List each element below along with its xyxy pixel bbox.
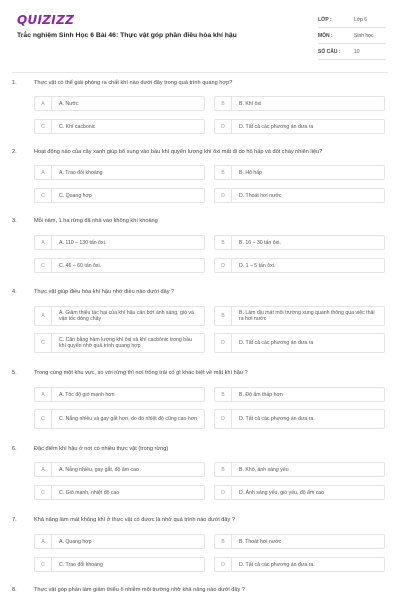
option-c[interactable] xyxy=(34,258,205,273)
option-letter: B xyxy=(215,166,232,179)
option-letter: C xyxy=(35,410,52,428)
option-a[interactable] xyxy=(34,96,205,111)
option-letter: C xyxy=(35,120,52,133)
option-letter: B xyxy=(215,535,232,548)
option-letter: A xyxy=(35,236,52,249)
option-text: D. Tất cả các phương án đưa ra. xyxy=(239,561,315,568)
option-text: C. Quang hợp xyxy=(59,192,92,199)
question-number: 6. xyxy=(12,446,17,452)
option-letter: C xyxy=(35,558,52,571)
option-text: B. Hô hấp xyxy=(239,169,263,176)
option-d[interactable] xyxy=(214,333,385,353)
question-text: Khả năng làm mát không khí ở thực vật có được là nhờ quá trình nào dưới đây ? xyxy=(34,517,235,523)
worksheet-title: Trắc nghiệm Sinh Học 6 Bài 46: Thực vật góp phần điều hòa khí hậu xyxy=(17,32,237,39)
option-b[interactable] xyxy=(214,235,385,250)
option-text: C. Trao đổi khoáng xyxy=(59,561,103,568)
option-letter: A xyxy=(35,388,52,401)
option-letter: B xyxy=(215,388,232,401)
option-a[interactable] xyxy=(34,462,205,477)
option-d[interactable] xyxy=(214,557,385,572)
option-d[interactable] xyxy=(214,409,385,429)
option-letter: A xyxy=(35,535,52,548)
option-text: B. Khô, ánh sáng yếu xyxy=(239,466,289,473)
option-letter: C xyxy=(35,334,52,352)
question-number: 1. xyxy=(12,80,17,86)
option-letter: B xyxy=(215,97,232,110)
question-text: Trong cùng một khu vực, so với rừng thì nơi trống trải có gì khác biệt về mặt khí hậu ? xyxy=(34,370,248,376)
option-text: C. Khí cacbonic xyxy=(59,123,96,130)
option-c[interactable] xyxy=(34,409,205,429)
option-text: D. Tất cả các phương án đưa ra xyxy=(239,123,314,130)
option-text: B. 16 – 30 tấn ôxi. xyxy=(239,239,281,246)
option-letter: D xyxy=(215,189,232,202)
question-text: Thực vật góp phần làm giảm thiểu ô nhiễm môi trường nhờ khả năng nào dưới đây ? xyxy=(34,587,245,593)
option-letter: D xyxy=(215,410,232,428)
option-b[interactable] xyxy=(214,96,385,111)
question-text: Đặc điểm khí hậu ở nơi có nhiều thực vật (trong rừng) xyxy=(34,446,169,452)
option-d[interactable] xyxy=(214,258,385,273)
option-text: D. Ánh sáng yếu, gió yếu, độ ẩm cao xyxy=(239,489,325,496)
option-letter: D xyxy=(215,334,232,352)
question-text: Thực vật có thể giải phóng ra chất khí nào dưới đây trong quá trình quang hợp? xyxy=(34,80,233,86)
option-c[interactable] xyxy=(34,557,205,572)
option-b[interactable] xyxy=(214,387,385,402)
option-letter: A xyxy=(35,463,52,476)
option-text: A. Quang hợp xyxy=(59,538,92,545)
option-letter: B xyxy=(215,307,232,325)
meta-value: Lớp 6 xyxy=(354,16,368,23)
option-letter: C xyxy=(35,189,52,202)
option-b[interactable] xyxy=(214,165,385,180)
option-text: D. Thoát hơi nước xyxy=(239,192,282,199)
option-b[interactable] xyxy=(214,534,385,549)
option-text: B. Thoát hơi nước xyxy=(239,538,282,545)
option-text: C. 46 – 60 tấn ôxi. xyxy=(59,262,102,269)
meta-key: MÔN : xyxy=(318,32,333,39)
option-text: A. Nước xyxy=(59,100,79,107)
option-b[interactable] xyxy=(214,306,385,326)
option-text: D. Tất cả các phương án đưa ra xyxy=(239,339,314,346)
option-text: D. Tất cả các phương án đưa ra xyxy=(239,415,314,422)
question-number: 5. xyxy=(12,370,17,376)
option-d[interactable] xyxy=(214,485,385,500)
option-a[interactable] xyxy=(34,235,205,250)
option-a[interactable] xyxy=(34,534,205,549)
option-text: A. Giảm thiểu tác hại của khí hậu cản bớt ánh sáng, gió và vận tốc dòng chảy xyxy=(59,309,194,322)
quizizz-logo: QUIZIZZ xyxy=(17,13,75,27)
question-number: 8. xyxy=(12,587,17,593)
question-text: Hoạt động nào của cây xanh giúp bổ sung vào bầu khí quyển lượng khí ôxi mất đi do hô hấp và đốt cháy nhiên liệu? xyxy=(34,149,323,155)
option-c[interactable] xyxy=(34,119,205,134)
option-text: A. 110 – 130 tấn ôxi. xyxy=(59,239,107,246)
option-c[interactable] xyxy=(34,485,205,500)
option-d[interactable] xyxy=(214,188,385,203)
option-text: C. Gió mạnh, nhiệt độ cao xyxy=(59,489,120,496)
option-a[interactable] xyxy=(34,387,205,402)
option-letter: A xyxy=(35,97,52,110)
question-number: 4. xyxy=(12,289,17,295)
option-text: C. Nắng nhiều và gay gắt hơn, do đó nhiệt độ cũng cao hơn xyxy=(59,415,198,422)
option-letter: D xyxy=(215,486,232,499)
option-letter: A xyxy=(35,307,52,325)
option-letter: C xyxy=(35,259,52,272)
option-text: B. Độ ẩm thấp hơn xyxy=(239,391,283,398)
option-text: A. Trao đổi khoáng xyxy=(59,169,103,176)
option-text: B. Làm dịu mát môi trường xung quanh thông qua việc thải ra hơi nước xyxy=(239,309,375,322)
option-text: A. Nắng nhiều, gay gắt, độ ẩm cao xyxy=(59,466,139,473)
question-text: Mỗi năm, 1 ha rừng đã nhả vào không khí khoảng xyxy=(34,218,158,224)
question-number: 2. xyxy=(12,149,17,155)
question-number: 7. xyxy=(12,517,17,523)
option-a[interactable] xyxy=(34,165,205,180)
option-letter: A xyxy=(35,166,52,179)
meta-value: 10 xyxy=(354,48,360,55)
option-text: B. Khí ôxi xyxy=(239,100,262,107)
option-letter: B xyxy=(215,463,232,476)
question-text: Thực vật giúp điều hòa khí hậu nhờ điều nào dưới đây ? xyxy=(34,289,175,295)
option-a[interactable] xyxy=(34,306,205,326)
option-letter: D xyxy=(215,259,232,272)
option-letter: B xyxy=(215,236,232,249)
option-text: A. Tốc độ gió mạnh hơn xyxy=(59,391,115,398)
meta-key: SỐ CÂU : xyxy=(318,48,341,55)
option-letter: D xyxy=(215,558,232,571)
meta-value: Sinh học xyxy=(354,32,374,39)
option-c[interactable] xyxy=(34,333,205,353)
question-number: 3. xyxy=(12,218,17,224)
option-d[interactable] xyxy=(214,119,385,134)
option-b[interactable] xyxy=(214,462,385,477)
meta-key: LỚP : xyxy=(318,16,332,23)
option-text: D. 1 – 5 tấn ôxi. xyxy=(239,262,276,269)
option-letter: D xyxy=(215,120,232,133)
option-c[interactable] xyxy=(34,188,205,203)
option-letter: C xyxy=(35,486,52,499)
option-text: C. Cân bằng hàm lượng khí ôxi và khí cacbônic trong bầu khí quyển nhờ quá trình quang hợp xyxy=(59,336,192,349)
